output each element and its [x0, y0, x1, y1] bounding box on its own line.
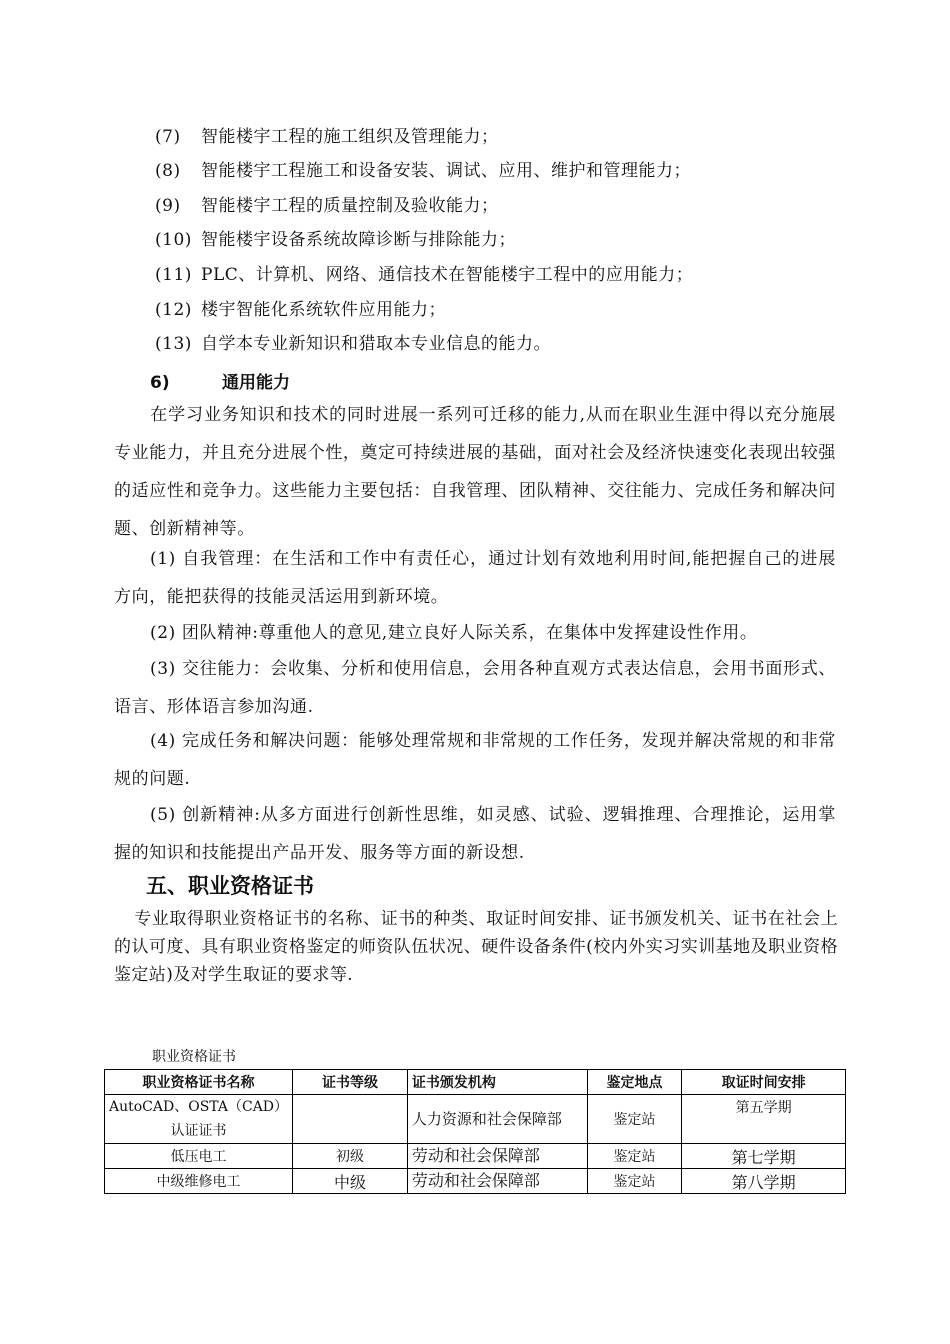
- table-cell: 第五学期: [682, 1095, 846, 1144]
- table-cell: 中级: [293, 1169, 408, 1194]
- item-text: PLC、计算机、网络、通信技术在智能楼宇工程中的应用能力；: [201, 265, 694, 285]
- column-header: 职业资格证书名称: [105, 1070, 293, 1095]
- ability-paragraph: [114, 796, 836, 872]
- table-cell: 劳动和社会保障部: [407, 1169, 587, 1194]
- general-ability-heading: [150, 368, 290, 393]
- ability-item: [155, 126, 499, 148]
- paragraph-text: 专业取得职业资格证书的名称、证书的种类、取证时间安排、证书颁发机关、证书在社会上的认可度、具有职业资格鉴定的师资队伍状况、硬件设备条件(校内外实习实训基地及职业资格鉴定站)及对学生取证的要求等.: [114, 909, 838, 985]
- ability-item: [155, 264, 693, 286]
- general-intro-paragraph: [114, 396, 836, 548]
- table-cell: 第七学期: [682, 1144, 846, 1169]
- item-text: 智能楼宇工程的质量控制及验收能力；: [201, 196, 499, 216]
- ability-item: [155, 160, 691, 182]
- paragraph-text: (4) 完成任务和解决问题：能够处理常规和非常规的工作任务，发现并解决常规的和非常规的问题.: [114, 731, 836, 789]
- item-text: 智能楼宇工程的施工组织及管理能力；: [201, 127, 499, 147]
- table-cell: 中级维修电工: [105, 1169, 293, 1194]
- item-number: (11): [155, 265, 192, 285]
- table-cell: 劳动和社会保障部: [407, 1144, 587, 1169]
- heading-number: 6): [150, 373, 170, 393]
- item-text: 智能楼宇工程施工和设备安装、调试、应用、维护和管理能力；: [201, 161, 691, 181]
- item-text: 智能楼宇设备系统故障诊断与排除能力；: [201, 230, 516, 250]
- ability-paragraph: [114, 614, 836, 652]
- table-cell: 人力资源和社会保障部: [407, 1095, 587, 1144]
- item-number: (9): [155, 196, 181, 216]
- table-cell: 鉴定站: [587, 1144, 682, 1169]
- paragraph-text: (5) 创新精神:从多方面进行创新性思维，如灵感、试验、逻辑推理、合理推论，运用掌握的知识和技能提出产品开发、服务等方面的新设想.: [114, 805, 836, 863]
- item-number: (10): [155, 230, 192, 250]
- column-header: 证书颁发机构: [407, 1070, 587, 1095]
- heading-title: 通用能力: [222, 373, 290, 393]
- section-heading: 五、职业资格证书: [146, 874, 314, 898]
- table-cell: 鉴定站: [587, 1095, 682, 1144]
- table-cell: AutoCAD、OSTA（CAD）认证证书: [105, 1095, 293, 1144]
- table-row: [105, 1169, 846, 1194]
- table-cell: 第八学期: [682, 1169, 846, 1194]
- table-cell: 初级: [293, 1144, 408, 1169]
- column-header: 取证时间安排: [682, 1070, 846, 1095]
- item-number: (13): [155, 334, 192, 354]
- ability-item: [155, 195, 499, 217]
- ability-item: [155, 299, 446, 321]
- paragraph-text: (1) 自我管理：在生活和工作中有责任心，通过计划有效地利用时间,能把握自己的进展方向，能把获得的技能灵活运用到新环境。: [114, 549, 836, 607]
- paragraph-text: (3) 交往能力：会收集、分析和使用信息，会用各种直观方式表达信息，会用书面形式、语言、形体语言参加沟通.: [114, 659, 836, 717]
- ability-item: [155, 333, 551, 355]
- item-number: (8): [155, 161, 181, 181]
- table-row: [105, 1144, 846, 1169]
- table-row: [105, 1095, 846, 1144]
- item-number: (12): [155, 300, 192, 320]
- ability-item: [155, 229, 516, 251]
- item-number: (7): [155, 127, 181, 147]
- item-text: 楼宇智能化系统软件应用能力；: [201, 300, 446, 320]
- paragraph-text: (2) 团队精神:尊重他人的意见,建立良好人际关系，在集体中发挥建设性作用。: [150, 623, 758, 643]
- paragraph-text: 在学习业务知识和技术的同时进展一系列可迁移的能力,从而在职业生涯中得以充分施展专业能力，并且充分进展个性，奠定可持续进展的基础，面对社会及经济快速变化表现出较强的适应性和竞争力。这些能力主要包括：自我管理、团队精神、交往能力、完成任务和解决问题、创新精神等。: [114, 405, 836, 539]
- table-cell: 鉴定站: [587, 1169, 682, 1194]
- certificate-table: [104, 1069, 846, 1194]
- table-cell: 低压电工: [105, 1144, 293, 1169]
- table-caption: 职业资格证书: [152, 1049, 236, 1065]
- item-text: 自学本专业新知识和猎取本专业信息的能力。: [201, 334, 551, 354]
- column-header: 鉴定地点: [587, 1070, 682, 1095]
- ability-paragraph: [114, 722, 836, 798]
- table-cell: [293, 1095, 408, 1144]
- column-header: 证书等级: [293, 1070, 408, 1095]
- ability-paragraph: [114, 540, 836, 616]
- table-header-row: [105, 1070, 846, 1095]
- section-paragraph: [114, 905, 838, 989]
- ability-paragraph: [114, 650, 836, 726]
